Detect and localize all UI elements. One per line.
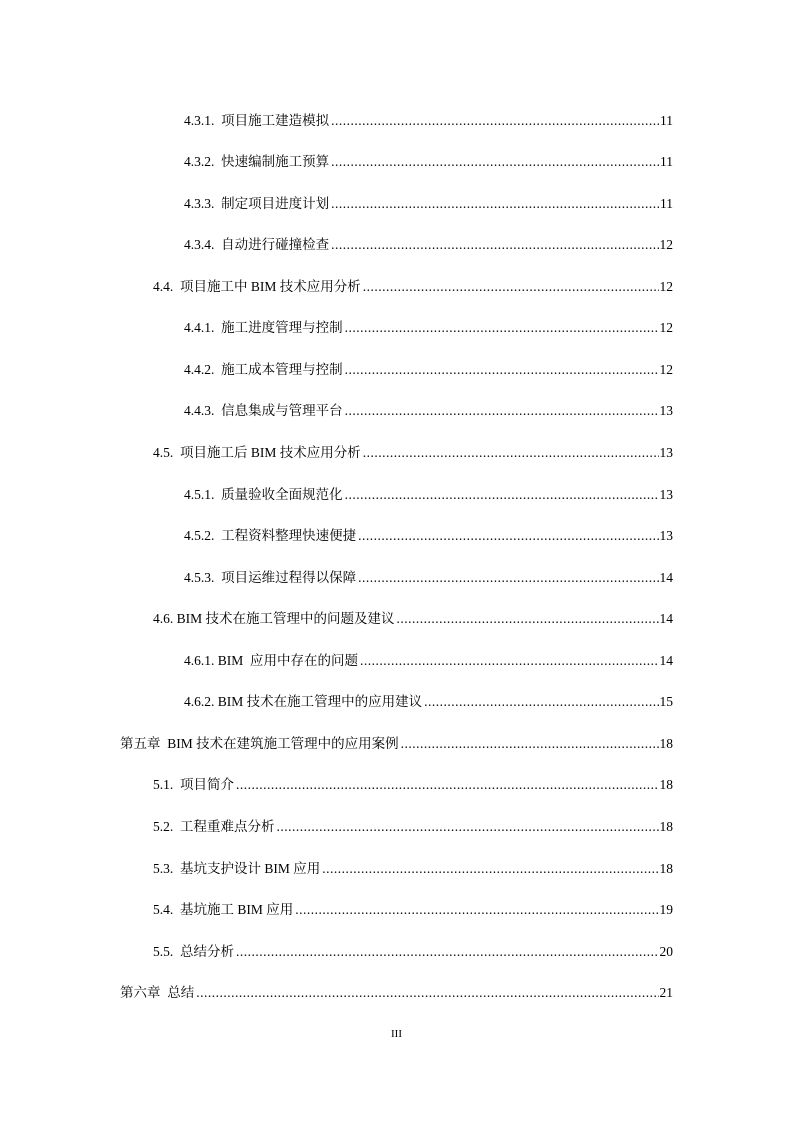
toc-entry-label: 第六章 总结 (120, 985, 195, 1000)
toc-leader-dots (331, 153, 659, 171)
toc-leader-dots (363, 278, 659, 296)
toc-entry[interactable] (153, 818, 673, 836)
toc-entry-page: 13 (659, 445, 673, 460)
toc-entry-label: 5.2. 工程重难点分析 (153, 819, 275, 834)
toc-entry-label: 4.4. 项目施工中 BIM 技术应用分析 (153, 279, 361, 294)
toc-leader-dots (331, 112, 659, 130)
toc-entry[interactable] (184, 153, 673, 171)
toc-entry[interactable] (120, 984, 673, 1002)
page-number: III (391, 1028, 402, 1040)
toc-entry[interactable] (153, 860, 673, 878)
toc-leader-dots (360, 652, 658, 670)
toc-entry-label: 5.1. 项目简介 (153, 777, 234, 792)
toc-leader-dots (345, 361, 659, 379)
toc-leader-dots (236, 776, 659, 794)
toc-entry[interactable] (184, 486, 673, 504)
toc-entry-page: 20 (659, 944, 673, 959)
toc-entry-label: 4.4.3. 信息集成与管理平台 (184, 403, 343, 418)
toc-entry-label: 4.3.4. 自动进行碰撞检查 (184, 237, 330, 252)
toc-entry-page: 18 (659, 736, 673, 751)
toc-entry-label: 4.4.1. 施工进度管理与控制 (184, 320, 343, 335)
toc-entry-label: 4.5.1. 质量验收全面规范化 (184, 487, 343, 502)
toc-entry[interactable] (184, 236, 673, 254)
toc-leader-dots (363, 444, 659, 462)
toc-entry[interactable] (184, 319, 673, 337)
toc-entry-page: 12 (659, 362, 673, 377)
toc-entry-page: 14 (659, 653, 673, 668)
toc-leader-dots (236, 943, 659, 961)
toc-entry-label: 第五章 BIM 技术在建筑施工管理中的应用案例 (120, 736, 399, 751)
toc-entry[interactable] (184, 527, 673, 545)
toc-entry-label: 4.3.2. 快速编制施工预算 (184, 154, 330, 169)
toc-entry[interactable] (120, 735, 673, 753)
toc-entry-page: 19 (659, 902, 673, 917)
toc-leader-dots (358, 527, 658, 545)
toc-entry-page: 11 (660, 154, 673, 169)
toc-entry[interactable] (153, 943, 673, 961)
toc-entry[interactable] (153, 278, 673, 296)
toc-entry-label: 5.4. 基坑施工 BIM 应用 (153, 902, 294, 917)
toc-entry-label: 4.3.1. 项目施工建造模拟 (184, 113, 330, 128)
toc-entry[interactable] (184, 112, 673, 130)
toc-entry[interactable] (184, 693, 673, 711)
toc-entry-page: 12 (659, 279, 673, 294)
toc-entry-page: 13 (659, 528, 673, 543)
toc-entry-page: 15 (659, 694, 673, 709)
toc-leader-dots (277, 818, 659, 836)
toc-entry-page: 11 (660, 113, 673, 128)
toc-entry[interactable] (184, 652, 673, 670)
toc-entry[interactable] (184, 361, 673, 379)
toc-leader-dots (424, 693, 658, 711)
toc-leader-dots (397, 610, 659, 628)
toc-entry-page: 13 (659, 403, 673, 418)
toc-leader-dots (345, 402, 659, 420)
toc-entry[interactable] (153, 444, 673, 462)
toc-entry-label: 4.5.2. 工程资料整理快速便捷 (184, 528, 357, 543)
toc-entry[interactable] (184, 402, 673, 420)
toc-entry-page: 14 (659, 570, 673, 585)
toc-entry-label: 4.4.2. 施工成本管理与控制 (184, 362, 343, 377)
toc-entry-page: 12 (659, 237, 673, 252)
toc-entry-label: 4.3.3. 制定项目进度计划 (184, 196, 330, 211)
toc-entry-page: 18 (659, 861, 673, 876)
toc-leader-dots (322, 860, 658, 878)
toc-entry-page: 12 (659, 320, 673, 335)
toc-leader-dots (345, 319, 659, 337)
toc-leader-dots (358, 569, 658, 587)
toc-entry-page: 21 (659, 985, 673, 1000)
toc-entry-label: 4.6.2. BIM 技术在施工管理中的应用建议 (184, 694, 423, 709)
toc-entry-label: 4.5. 项目施工后 BIM 技术应用分析 (153, 445, 361, 460)
toc-entry-label: 4.6. BIM 技术在施工管理中的问题及建议 (153, 611, 395, 626)
toc-entry-page: 11 (660, 196, 673, 211)
toc-leader-dots (345, 486, 659, 504)
toc-entry-page: 14 (659, 611, 673, 626)
toc-entry[interactable] (153, 901, 673, 919)
toc-leader-dots (295, 901, 658, 919)
toc-leader-dots (331, 236, 658, 254)
toc-entry[interactable] (184, 569, 673, 587)
toc-entry-page: 18 (659, 777, 673, 792)
toc-entry-label: 5.3. 基坑支护设计 BIM 应用 (153, 861, 321, 876)
toc-entry-page: 18 (659, 819, 673, 834)
toc-entry[interactable] (153, 776, 673, 794)
toc-leader-dots (401, 735, 659, 753)
toc-leader-dots (331, 195, 659, 213)
toc-entry-page: 13 (659, 487, 673, 502)
toc-leader-dots (196, 984, 658, 1002)
toc-entry-label: 4.5.3. 项目运维过程得以保障 (184, 570, 357, 585)
toc-entry-label: 4.6.1. BIM 应用中存在的问题 (184, 653, 359, 668)
toc-entry[interactable] (184, 195, 673, 213)
toc-entry[interactable] (153, 610, 673, 628)
toc-entry-label: 5.5. 总结分析 (153, 944, 234, 959)
